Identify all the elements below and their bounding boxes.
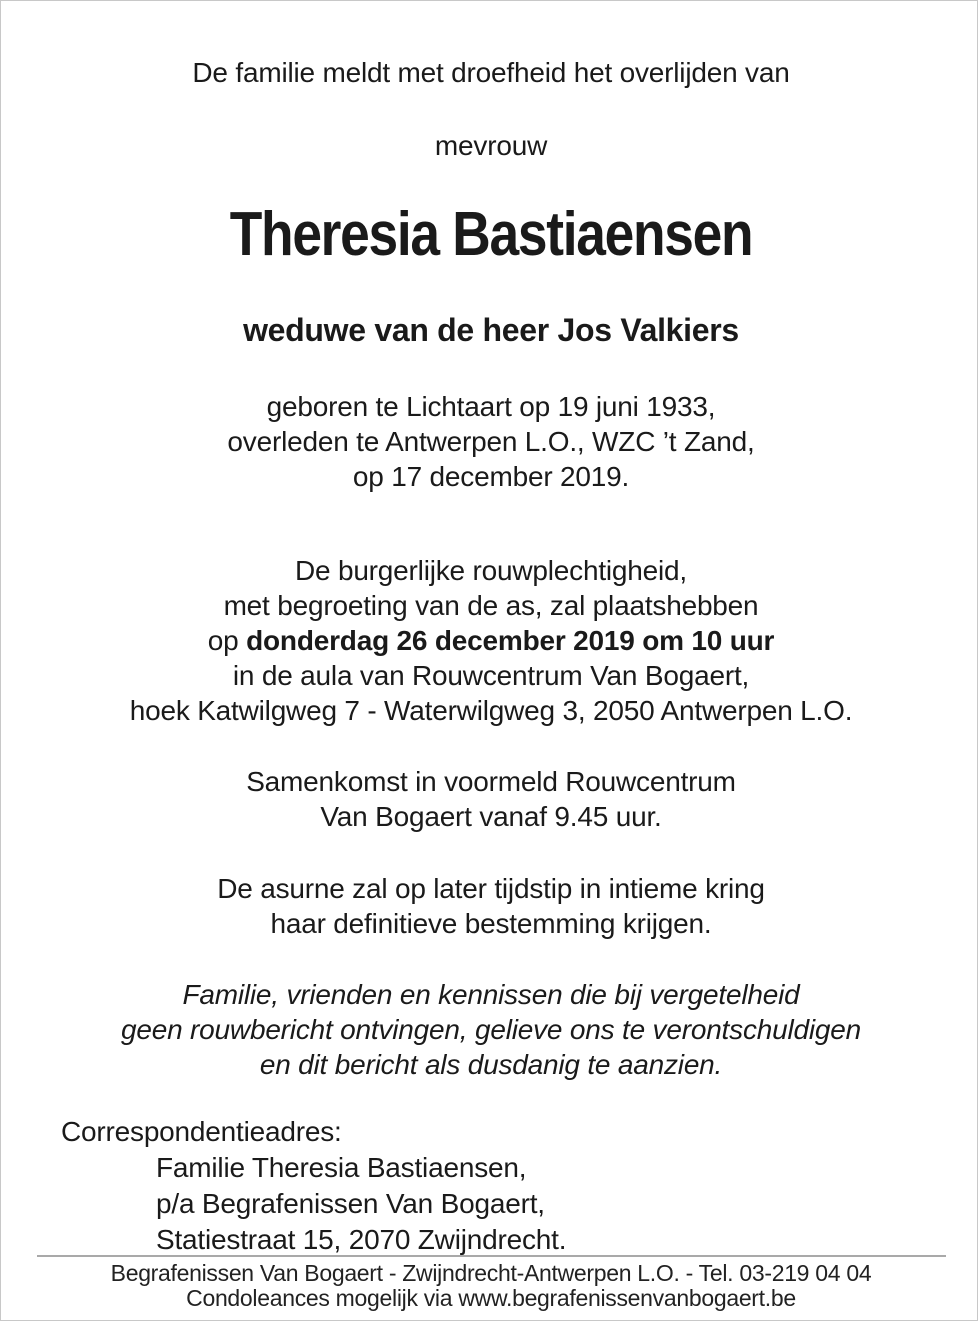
footer-contact: Begrafenissen Van Bogaert - Zwijndrecht-Antwerpen L.O. - Tel. 03-219 04 04 <box>110 1260 872 1286</box>
urn-info: De asurne zal op later tijdstip in intieme kring haar definitieve bestemming krijgen. <box>217 873 765 939</box>
ceremony-date: donderdag 26 december 2019 om 10 uur <box>246 625 775 656</box>
honorific: mevrouw <box>434 130 548 161</box>
ceremony-info: De burgerlijke rouwplechtigheid, met begroeting van de as, zal plaatshebben op donderdag 26 december 2019 om 10 uur in de aula van Rouwcentrum Van Bogaert, hoek Katwilgweg 7 - Waterwilgweg 3, 2050 Antwerpen L.O. <box>1 553 980 728</box>
birth-death-info <box>1 389 980 494</box>
birth-line: geboren te Lichtaart op 19 juni 1933, <box>266 391 716 422</box>
correspondence-address: Correspondentieadres: Familie Theresia Bastiaensen, p/a Begrafenissen Van Bogaert, Statiestraat 15, 2070 Zwijndrecht. <box>61 1116 567 1255</box>
death-place-line: overleden te Antwerpen L.O., WZC ’t Zand, <box>227 426 755 457</box>
footer-divider <box>37 1255 946 1257</box>
death-date-line: op 17 december 2019. <box>352 461 630 492</box>
correspondence-label: Correspondentieadres: <box>61 1116 342 1147</box>
deceased-name: Theresia Bastiaensen <box>229 200 753 269</box>
ceremony-address: hoek Katwilgweg 7 - Waterwilgweg 3, 2050 Antwerpen L.O. <box>129 695 853 726</box>
ceremony-date-line: op donderdag 26 december 2019 om 10 uur <box>207 625 775 656</box>
intro-text: De familie meldt met droefheid het overlijden van <box>192 57 790 88</box>
apology-note: Familie, vrienden en kennissen die bij vergetelheid geen rouwbericht ontvingen, gelieve ons te verontschuldigen en dit bericht als dusdanig te aanzien. <box>120 979 862 1080</box>
widow-of: weduwe van de heer Jos Valkiers <box>243 312 739 348</box>
gathering-info: Samenkomst in voormeld Rouwcentrum Van Bogaert vanaf 9.45 uur. <box>246 766 736 832</box>
footer-condolences: Condoleances mogelijk via www.begrafenissenvanbogaert.be <box>186 1285 796 1311</box>
